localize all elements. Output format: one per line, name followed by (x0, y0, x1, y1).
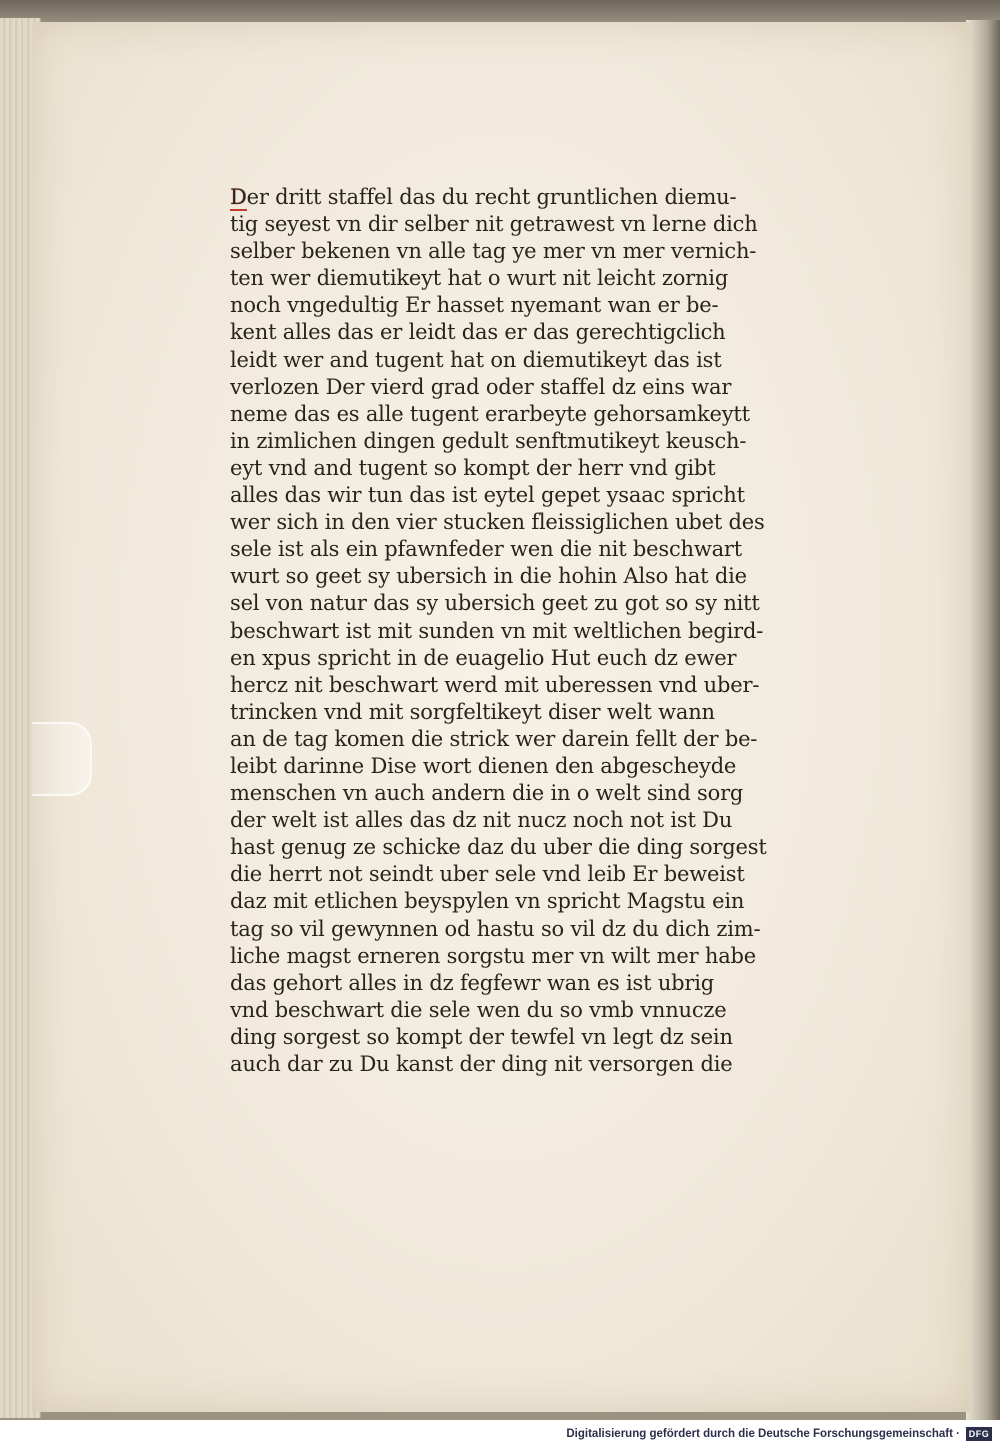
text-line: in zimlichen dingen gedult senftmutikeyt keusch- (230, 428, 747, 453)
text-line: der welt ist alles das dz nit nucz noch not ist Du (230, 808, 733, 833)
text-line: vnd beschwart die sele wen du so vmb vnnucze (230, 997, 727, 1022)
text-line: sele ist als ein pfawnfeder wen die nit beschwart (230, 537, 743, 562)
text-line: tag so vil gewynnen od hastu so vil dz du dich zim- (230, 916, 761, 941)
text-line: menschen vn auch andern die in o welt sind sorg (230, 781, 744, 806)
text-line: verlozen Der vierd grad oder staffel dz eins war (230, 374, 732, 399)
text-line: leidt wer and tugent hat on diemutikeyt das ist (230, 347, 722, 372)
text-line: alles das wir tun das ist eytel gepet ysaac spricht (230, 483, 745, 508)
text-line: en xpus spricht in de euagelio Hut euch dz ewer (230, 645, 737, 670)
text-line: selber bekenen vn alle tag ye mer vn mer vernich- (230, 239, 757, 264)
gutter-shadow (966, 20, 1000, 1420)
text-line: wurt so geet sy ubersich in die hohin Also hat die (230, 564, 747, 589)
text-line: ding sorgest so kompt der tewfel vn legt dz sein (230, 1024, 733, 1049)
text-line: liche magst erneren sorgstu mer vn wilt mer habe (230, 943, 757, 968)
text-line: das gehort alles in dz fegfewr wan es ist ubrig (230, 970, 715, 995)
text-line: eyt vnd and tugent so kompt der herr vnd gibt (230, 455, 716, 480)
text-line: leibt darinne Dise wort dienen den abgescheyde (230, 753, 737, 778)
text-line: wer sich in den vier stucken fleissiglichen ubet des (230, 510, 765, 535)
text-line: daz mit etlichen beyspylen vn spricht Magstu ein (230, 889, 745, 914)
text-line: hast genug ze schicke daz du uber die ding sorgest (230, 835, 767, 860)
text-line: noch vngedultig Er hasset nyemant wan er be- (230, 293, 719, 318)
text-line: auch dar zu Du kanst der ding nit versorgen die (230, 1052, 733, 1076)
text-line: die herrt not seindt uber sele vnd leib Er beweist (230, 862, 745, 887)
text-line: kent alles das er leidt das er das gerechtigclich (230, 320, 726, 345)
text-line: Der dritt staffel das du recht gruntlichen diemu- (230, 185, 737, 209)
text-line: beschwart ist mit sunden vn mit weltlichen begird- (230, 618, 764, 643)
text-line: an de tag komen die strick wer darein fellt der be- (230, 726, 758, 751)
funding-credit: Digitalisierung gefördert durch die Deutsche Forschungsgemeinschaft · (566, 1428, 960, 1440)
text-line: sel von natur das sy ubersich geet zu got so sy nitt (230, 591, 760, 616)
dfg-logo-icon: DFG (966, 1427, 992, 1441)
text-line: ten wer diemutikeyt hat o wurt nit leicht zornig (230, 266, 729, 291)
text-line: tig seyest vn dir selber nit getrawest vn lerne dich (230, 212, 758, 237)
text-column (230, 184, 800, 1096)
text-line: neme das es alle tugent erarbeyte gehorsamkeytt (230, 401, 750, 426)
page-clip (32, 722, 92, 796)
text-line: hercz nit beschwart werd mit uberessen vnd uber- (230, 672, 760, 697)
footer-bar (0, 1420, 1000, 1448)
text-line: trincken vnd mit sorgfeltikeyt diser welt wann (230, 699, 715, 724)
